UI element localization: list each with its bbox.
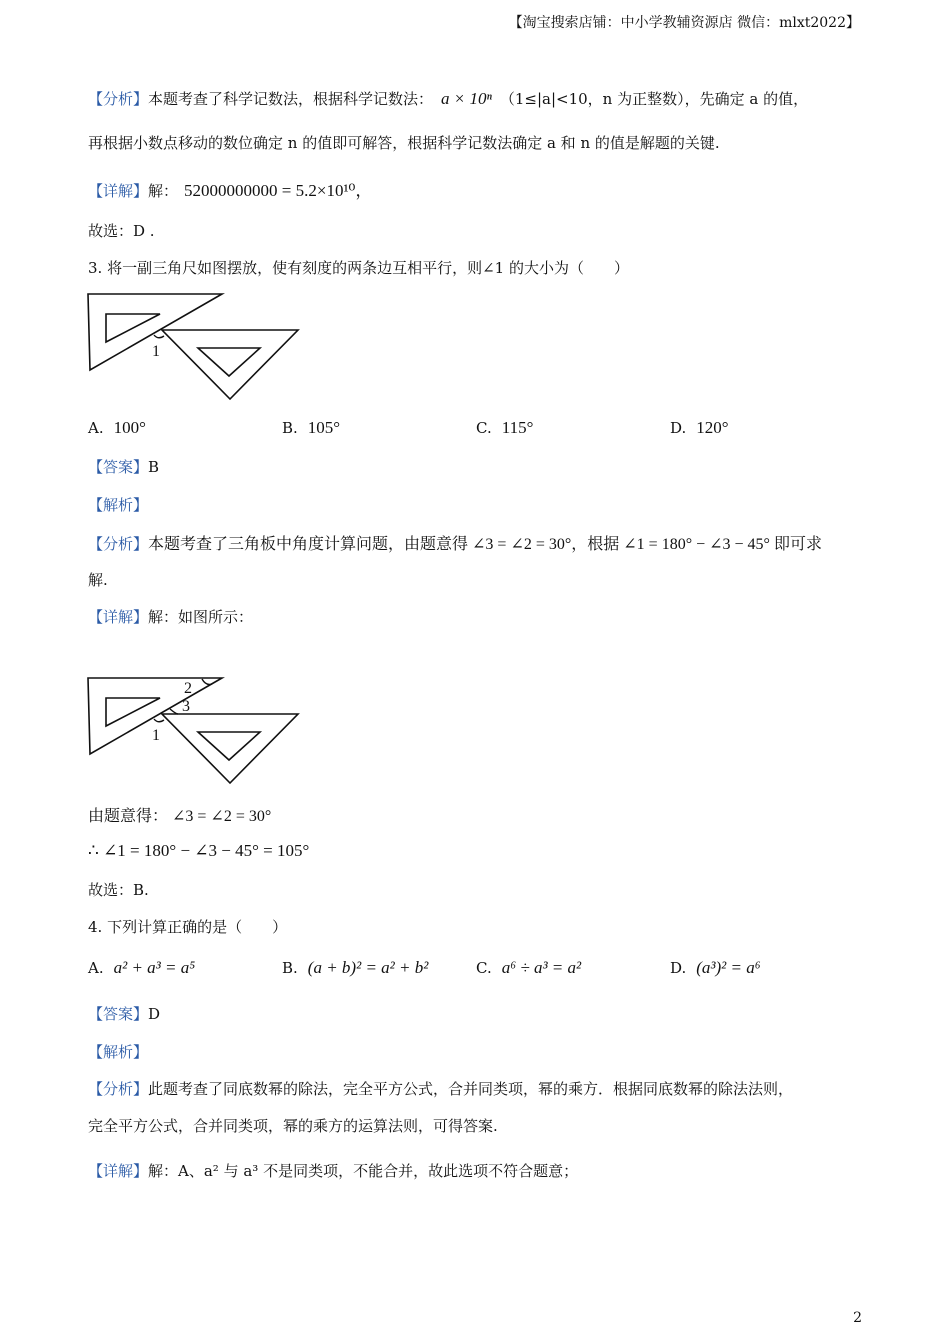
answer-value: D [148,1005,161,1023]
option-value: (a³)² = a⁶ [696,958,761,977]
option-value: 120° [696,418,729,437]
q3-step-2: ∴ ∠1 = 180° − ∠3 − 45° = 105° [88,841,310,860]
q3-analysis-line-1 [88,531,822,554]
option-label: B. [282,959,298,977]
q4-detail [88,1160,578,1181]
q4-option-a [88,958,195,978]
option-value: (a + b)² = a² + b² [307,958,429,977]
q2-analysis-line-1 [88,88,808,109]
angle-1-label: 1 [152,343,160,360]
detail-text: 解： [148,182,179,200]
angle-1-label: 1 [152,727,160,744]
analysis-text: 此题考查了同底数幂的除法，完全平方公式，合并同类项，幂的乘方．根据同底数幂的除法法则， [148,1080,794,1098]
angle-2-arc [202,679,212,684]
option-label: A. [88,959,104,977]
angle-1-arc [154,719,164,722]
triangle-ruler-right-inner [198,732,260,760]
triangle-ruler-left-inner [106,314,160,342]
q3-figure-2 [84,672,314,792]
analysis-tag: 【分析】 [88,90,149,108]
option-value: a² + a³ = a⁵ [113,958,196,977]
q4-option-c [476,958,581,978]
q4-analysis-line-1 [88,1078,793,1099]
angle-3-label: 3 [182,698,190,715]
q3-step-1: 由题意得： ∠3 = ∠2 = 30° [88,808,272,825]
detail-tag: 【详解】 [88,182,149,200]
detail-text: 解：A、a² 与 a³ 不是同类项，不能合并，故此选项不符合题意； [148,1162,579,1180]
q3-figure-1 [84,288,314,408]
q4-stem: 4. 下列计算正确的是（ ） [88,918,288,936]
analysis-range: （1≤|a|<10，n 为正整数），先确定 a 的值， [499,90,809,108]
q4-answer [88,1003,160,1024]
option-label: D. [670,959,687,977]
detail-text: 解：如图所示： [148,608,254,626]
q3-parse-tag: 【解析】 [88,496,149,514]
triangle-ruler-left-inner [106,698,160,726]
page-number: 2 [853,1310,862,1326]
option-label: D. [670,419,687,437]
q3-option-d [670,418,729,438]
q3-analysis-line-2: 解. [88,571,108,589]
detail-equation: 52000000000 = 5.2×10¹⁰， [184,181,373,200]
q3-answer [88,456,159,477]
q3-choose: 故选：B. [88,881,149,899]
q3-option-a [88,418,146,438]
analysis-formula: a × 10ⁿ [441,89,492,108]
option-value: 115° [501,418,534,437]
q3-option-c [476,418,533,438]
angle-2-label: 2 [184,680,192,697]
answer-tag: 【答案】 [88,1005,149,1023]
option-label: A. [88,419,104,437]
q3-stem: 3. 将一副三角尺如图摆放，使有刻度的两条边互相平行，则∠1 的大小为（ ） [88,259,629,277]
option-value: 100° [113,418,146,437]
triangle-ruler-right [162,330,298,399]
answer-value: B [148,458,160,476]
option-value: 105° [307,418,341,437]
q3-option-b [282,418,340,438]
q4-option-d [670,958,761,978]
q3-detail [88,606,253,627]
option-label: B. [282,419,298,437]
header-watermark: 【淘宝搜索店铺：中小学教辅资源店 微信：mlxt2022】 [508,15,860,31]
analysis-text: 本题考查了三角板中角度计算问题，由题意得 ∠3 = ∠2 = 30°，根据 ∠1 = 180° − ∠3 − 45° 即可求 [148,536,822,553]
triangle-ruler-right [162,714,298,783]
q2-analysis-line-2: 再根据小数点移动的数位确定 n 的值即可解答，根据科学记数法确定 a 和 n 的值是解题的关键. [88,134,720,152]
q4-parse-tag: 【解析】 [88,1043,149,1061]
answer-tag: 【答案】 [88,458,149,476]
analysis-tag: 【分析】 [88,535,149,553]
q4-analysis-line-2: 完全平方公式，合并同类项，幂的乘方的运算法则，可得答案. [88,1117,498,1135]
q2-detail [88,176,372,201]
triangle-ruler-right-inner [198,348,260,376]
detail-tag: 【详解】 [88,608,149,626]
option-label: C. [476,959,492,977]
angle-1-arc [154,335,164,338]
q2-choose: 故选：D . [88,222,155,240]
analysis-text: 本题考查了科学记数法，根据科学记数法： [148,90,434,108]
option-value: a⁶ ÷ a³ = a² [501,958,582,977]
analysis-tag: 【分析】 [88,1080,149,1098]
option-label: C. [476,419,492,437]
q4-option-b [282,958,428,978]
detail-tag: 【详解】 [88,1162,149,1180]
